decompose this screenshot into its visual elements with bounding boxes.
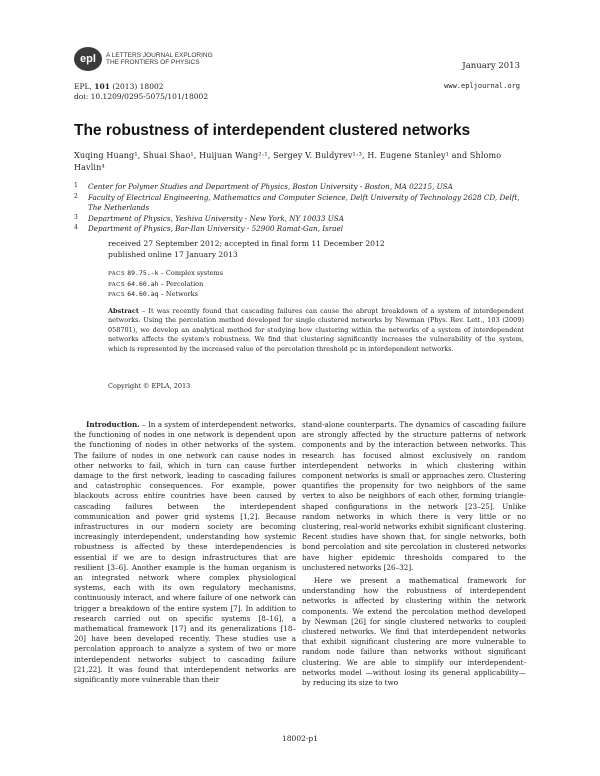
abstract-text: – It was recently found that cascading failures can cause the abrupt breakdown of a system of interdependent networks. Using the percolation method developed for single clustered networks by Newman (Phys. Rev. Lett., 103 (2009) 058701), we develop an analytical method for studying how clustering within the networks of a system of interdependent networks affects the system's robustness. We find that clustering significantly increases the vulnerability of the system, which is represented by the increased value of the percolation threshold pc in interdependent networks. bbox=[108, 307, 524, 353]
paper-title: The robustness of interdependent clustered networks bbox=[74, 122, 471, 139]
affiliation-2: 2 Faculty of Electrical Engineering, Mathematics and Computer Science, Delft University of Technology 2628 CD, Delft, The Netherlands bbox=[74, 192, 520, 212]
publication-history bbox=[108, 239, 528, 260]
affiliation-3: 3 Department of Physics, Yeshiva University - New York, NY 10033 USA bbox=[74, 213, 344, 223]
journal-ref-suffix: (2013) 18002 bbox=[109, 82, 164, 91]
pacs-item: PACS 89.75.-k – Complex systems bbox=[108, 269, 224, 277]
affiliation-1: 1 Center for Polymer Studies and Department of Physics, Boston University - Boston, MA 02215, USA bbox=[74, 182, 453, 191]
intro-paragraph: Introduction. – In a system of interdependent networks, the functioning of nodes in one network is dependent upon the functioning of nodes in other networks of the system. The failure of nodes in one network can cause nodes in other networks to fail, which in turn can cause further damage to the first network, leading to cascading failures and catastrophic consequences. For example, power blackouts across entire countries have been caused by cascading failures between the interdependent communication and power grid systems [1,2]. Because infrastructures in our modern society are becoming increasingly interdependent, understanding how systemic robustness is affected by these interdependencies is essential if we are to design infrastructures that are resilient [3–6]. Another example is the human organism is an integrated network where complex physiological systems, each with its own regulatory mechanisms, continuously interact, and where failure of one network can trigger a breakdown of the entire system [7]. In addition to research carried out on specific systems [8–16], a mathematical framework [17] and its generalizations [18–20] have been developed recently. These studies use a percolation approach to analyze a system of two or more interdependent networks subject to cascading failure [21,22]. It was found that interdependent networks are significantly more vulnerable than their bbox=[74, 420, 296, 685]
published-online: published online 17 January 2013 bbox=[108, 249, 238, 259]
epl-logo-mark: epl bbox=[74, 47, 102, 71]
journal-website[interactable]: www.epljournal.org bbox=[444, 82, 520, 90]
abstract bbox=[108, 307, 524, 354]
journal-logo bbox=[74, 47, 213, 71]
copyright-notice: Copyright © EPLA, 2013 bbox=[108, 382, 191, 390]
author-list: Xuqing Huang¹, Shuai Shao¹, Huijuan Wang²·¹, Sergey V. Buldyrev¹·³, H. Eugene Stanley¹ and Shlomo Havlin⁴ bbox=[74, 151, 502, 172]
volume-number: 101 bbox=[94, 82, 110, 91]
logo-tagline bbox=[106, 52, 213, 67]
affiliations bbox=[74, 182, 530, 235]
abstract-label: Abstract bbox=[108, 307, 139, 315]
doi-text[interactable]: doi: 10.1209/0295-5075/101/18002 bbox=[74, 92, 209, 101]
pacs-item: PACS 64.60.ah – Percolation bbox=[108, 279, 204, 288]
body-column-left bbox=[74, 420, 296, 685]
received-accepted: received 27 September 2012; accepted in final form 11 December 2012 bbox=[108, 239, 385, 248]
logo-tagline-line2: THE FRONTIERS OF PHYSICS bbox=[106, 59, 200, 66]
body-column-right bbox=[302, 420, 526, 688]
logo-tagline-line1: A LETTERS JOURNAL EXPLORING bbox=[106, 51, 213, 59]
section-heading-introduction: Introduction. bbox=[86, 420, 140, 429]
affiliation-4: 4 Department of Physics, Bar-Ilan University - 52900 Ramat-Gan, Israel bbox=[74, 224, 344, 233]
page-number: 18002-p1 bbox=[282, 734, 318, 743]
pacs-codes bbox=[108, 269, 223, 301]
body-paragraph: stand-alone counterparts. The dynamics of cascading failure are strongly affected by the structure patterns of network components and by the interaction between networks. This research has focused almost exclusively on random interdependent networks in which clustering within component networks is small or approaches zero. Clustering quantifies the propensity for two neighbors of the same vertex to also be neighbors of each other, forming triangle-shaped configurations in the network [23–25]. Unlike random networks in which there is very little or no clustering, real-world networks exhibit significant clustering. Recent studies have shown that, for single networks, both bond percolation and site percolation in clustered networks have higher epidemic thresholds compared to the unclustered networks [26–32]. bbox=[302, 420, 526, 572]
pacs-item: PACS 64.60.aq – Networks bbox=[108, 290, 198, 298]
journal-ref-prefix: EPL, bbox=[74, 82, 95, 91]
journal-reference bbox=[74, 82, 208, 102]
body-paragraph: Here we present a mathematical framework for understanding how the robustness of interdependent networks is affected by clustering within the network components. We extend the percolation method developed by Newman [26] for single clustered networks to coupled clustered networks. We find that interdependent networks that exhibit significant clustering are more vulnerable to random node failure than networks without significant clustering. We are able to simplify our interdependent-networks model —without losing its general applicability— by reducing its size to two bbox=[302, 576, 526, 688]
issue-date: January 2013 bbox=[462, 61, 520, 71]
